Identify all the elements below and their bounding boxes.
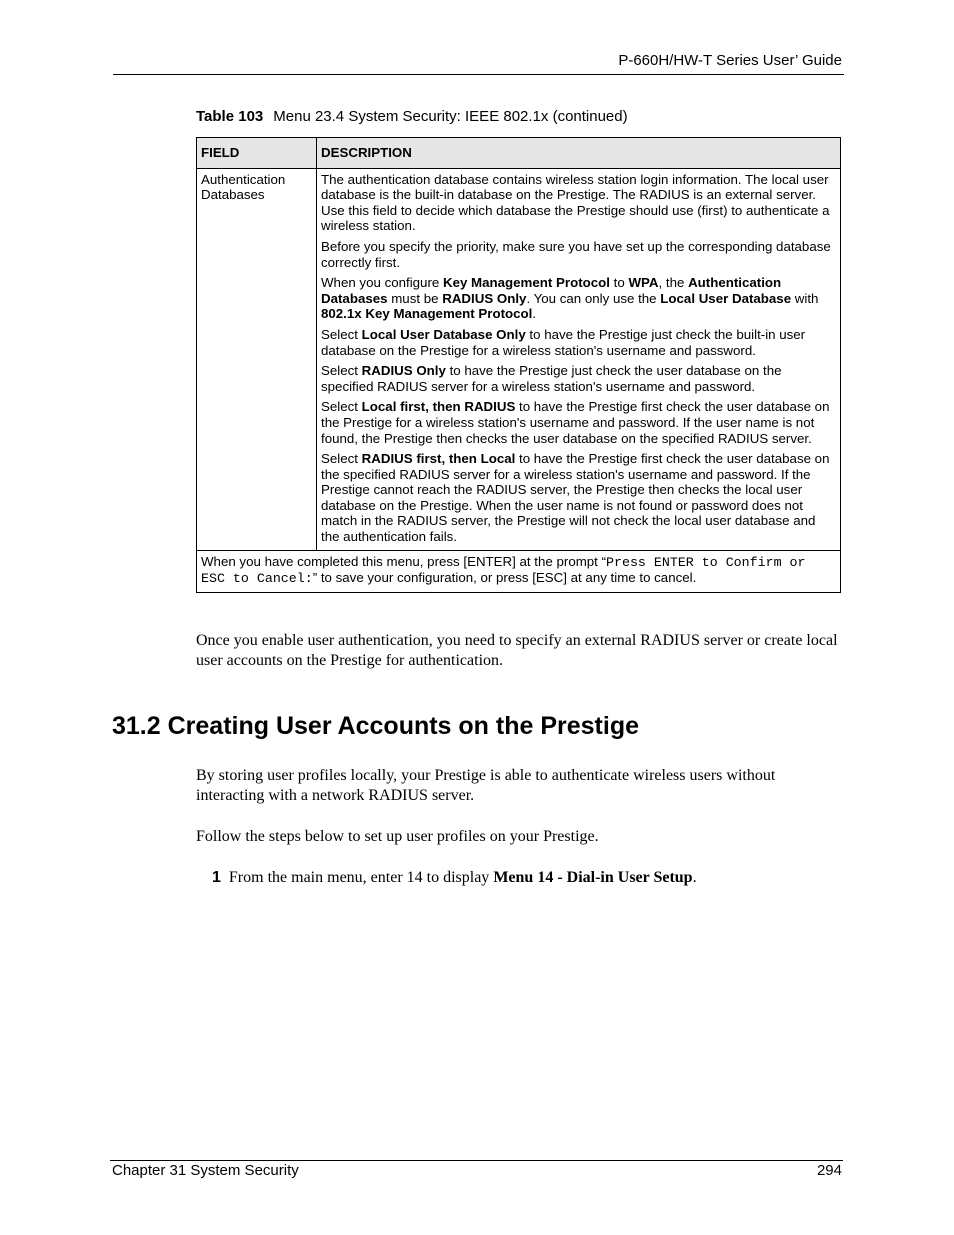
desc-paragraph: The authentication database contains wireless station login information. The local user database is the built-in database on the Prestige. The RADIUS is an external server. Use this field to decide which database the Prestige should use (first) to authenticate a wireless station.	[321, 171, 830, 234]
step-number: 1	[212, 869, 221, 886]
table-caption-text: Menu 23.4 System Security: IEEE 802.1x (continued)	[273, 108, 628, 125]
col-description-header: DESCRIPTION	[317, 138, 841, 169]
footer-rule	[110, 1160, 843, 1161]
desc-paragraph: Select RADIUS Only to have the Prestige just check the user database on the specified RADIUS server for a wireless station's username and password.	[321, 363, 782, 394]
prompt-code: Press ENTER to Confirm or ESC to Cancel:	[201, 554, 806, 587]
desc-paragraph: Select Local User Database Only to have the Prestige just check the built-in user database on the Prestige for a wireless station's username and password.	[321, 326, 806, 358]
col-field-header: FIELD	[197, 138, 317, 169]
body-paragraph: Follow the steps below to set up user profiles on your Prestige.	[196, 828, 599, 845]
body-paragraph: By storing user profiles locally, your Prestige is able to authenticate wireless users without interacting with a network RADIUS server.	[196, 767, 776, 804]
table-row	[197, 168, 841, 550]
step-item: 1 From the main menu, enter 14 to display Menu 14 - Dial-in User Setup.	[212, 869, 697, 886]
desc-paragraph: Select Local first, then RADIUS to have the Prestige first check the user database on the Prestige for a wireless station's username and password. If the user name is not found, the Prestige then checks the user database on the specified RADIUS server.	[321, 399, 830, 446]
table-header-row	[197, 138, 841, 169]
desc-paragraph: Select RADIUS first, then Local to have the Prestige first check the user database on the specified RADIUS server for a wireless station's username and password. If the Prestige cannot reach the RADIUS server, the Prestige then checks the local user database on the Prestige. When the user name is not found or password does not match in the RADIUS server, the Prestige will not check the local user database and the authentication fails.	[321, 451, 830, 545]
desc-paragraph: Before you specify the priority, make sure you have set up the corresponding database correctly first.	[321, 238, 831, 270]
table-footer-row	[197, 550, 841, 592]
section-title: 31.2 Creating User Accounts on the Prestige	[112, 712, 640, 740]
header-title: P-660H/HW-T Series User’ Guide	[618, 52, 842, 69]
field-cell: Authentication Databases	[197, 168, 317, 550]
table-caption-label: Table 103	[196, 108, 264, 125]
desc-paragraph: When you configure Key Management Protocol to WPA, the Authentication Databases must be RADIUS Only. You can only use the Local User Database with 802.1x Key Management Protocol.	[321, 275, 819, 322]
table-footer-cell: When you have completed this menu, press [ENTER] at the prompt “Press ENTER to Confirm or ESC to Cancel:” to save your configuration, or press [ESC] at any time to cancel.	[197, 550, 841, 592]
body-paragraph: Once you enable user authentication, you need to specify an external RADIUS server or create local user accounts on the Prestige for authentication.	[196, 632, 838, 669]
footer-page-number: 294	[816, 1162, 842, 1179]
security-table	[196, 137, 841, 593]
table-caption	[196, 108, 628, 125]
header-rule	[113, 74, 844, 75]
description-cell	[317, 168, 841, 550]
footer-chapter: Chapter 31 System Security	[112, 1162, 299, 1179]
